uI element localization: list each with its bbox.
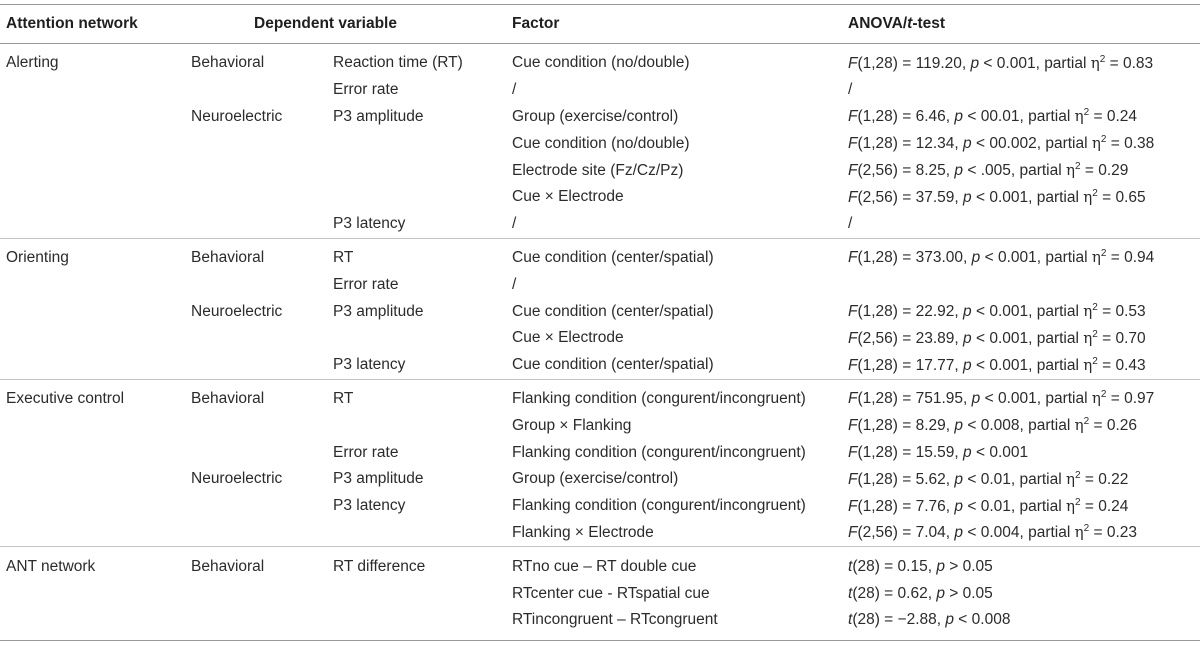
stat-symbol: F [848, 54, 858, 72]
table-row [0, 493, 1200, 520]
stat-symbol: F [848, 443, 858, 461]
cell-factor: RTincongruent – RTcongruent [512, 607, 848, 640]
stat-p-symbol: p [954, 108, 964, 126]
stat-p-value: < 0.01, partial [963, 497, 1066, 515]
stat-symbol: t [848, 557, 853, 575]
stat-df: (1,28) = 12.34, [857, 135, 964, 153]
header-row [0, 5, 1200, 44]
stat-df: (2,56) = 37.59, [857, 188, 964, 206]
stat-eta-sup: 2 [1092, 302, 1098, 314]
cell-measure [333, 412, 512, 439]
cell-statistic [848, 298, 1200, 325]
table-row [0, 130, 1200, 157]
cell-variable-type [191, 325, 333, 352]
stat-df: (1,28) = 6.46, [857, 108, 955, 126]
cell-attention-network [0, 157, 191, 184]
stat-symbol: F [848, 356, 858, 374]
cell-statistic [848, 157, 1200, 184]
stat-p-symbol: p [954, 470, 964, 488]
cell-variable-type [191, 580, 333, 607]
cell-attention-network [0, 184, 191, 211]
stat-symbol: F [848, 524, 858, 542]
stat-effect-size: = 0.97 [1106, 390, 1155, 408]
table-row [0, 211, 1200, 238]
cell-measure [333, 580, 512, 607]
cell-attention-network [0, 439, 191, 466]
stat-p-value: > 0.05 [944, 584, 993, 602]
cell-statistic [848, 325, 1200, 352]
table-row [0, 520, 1200, 547]
cell-variable-type: Neuroelectric [191, 302, 283, 320]
stat-eta-sup: 2 [1092, 355, 1098, 367]
table-row [0, 271, 1200, 298]
table-row [0, 580, 1200, 607]
stat-p-symbol: p [963, 356, 972, 374]
cell-measure: RT [333, 238, 512, 271]
stat-p-symbol: p [936, 584, 945, 602]
cell-factor: Cue condition (center/spatial) [512, 238, 848, 271]
cell-variable-type [191, 130, 333, 157]
stat-df: (2,56) = 7.04, [857, 524, 955, 542]
cell-variable-type [191, 352, 333, 379]
stat-p-value: < 0.004, partial [963, 524, 1075, 542]
cell-variable-type: Behavioral [191, 379, 333, 412]
stat-effect-size: = 0.53 [1097, 303, 1146, 321]
cell-measure [333, 157, 512, 184]
stat-symbol: F [848, 108, 858, 126]
stat-df: (28) = 0.62, [852, 584, 937, 602]
cell-measure [333, 184, 512, 211]
cell-statistic [848, 439, 1200, 466]
table-row [0, 298, 1200, 325]
cell-statistic [848, 493, 1200, 520]
cell-statistic [848, 352, 1200, 379]
cell-measure [333, 520, 512, 547]
cell-factor: Electrode site (Fz/Cz/Pz) [512, 161, 684, 179]
cell-attention-network: Orienting [0, 238, 191, 271]
stat-p-value: < 0.001, partial [980, 390, 1092, 408]
stat-p-value: > 0.05 [944, 557, 993, 575]
stat-eta-sup: 2 [1083, 416, 1090, 428]
stat-eta: η [1066, 496, 1075, 515]
cell-measure [333, 130, 512, 157]
cell-statistic [848, 211, 1200, 238]
stat-p-symbol: p [971, 249, 981, 267]
cell-statistic [848, 77, 1200, 104]
cell-statistic [848, 379, 1200, 412]
cell-measure: RT [333, 379, 512, 412]
stat-df: (1,28) = 119.20, [857, 54, 971, 72]
header-anova-suffix: -test [912, 15, 946, 32]
table-row [0, 157, 1200, 184]
stat-effect-size: = 0.26 [1089, 417, 1138, 435]
table-row [0, 238, 1200, 271]
cell-variable-type [191, 157, 333, 184]
cell-statistic [848, 44, 1200, 77]
stat-eta: η [1066, 469, 1075, 488]
stat-df: (1,28) = 22.92, [857, 303, 964, 321]
cell-attention-network: Alerting [6, 54, 59, 72]
cell-measure: Error rate [333, 443, 399, 461]
stat-p-value: < 00.01, partial [963, 108, 1075, 126]
stat-symbol: F [848, 390, 858, 408]
stat-effect-size: = 0.24 [1080, 497, 1129, 515]
stat-eta: η [1074, 523, 1084, 542]
stat-p-symbol: p [963, 329, 972, 347]
cell-attention-network [0, 412, 191, 439]
cell-factor: Cue condition (no/double) [512, 134, 690, 152]
anova-results-table [0, 4, 1200, 641]
cell-attention-network [0, 352, 191, 379]
stat-p-symbol: p [963, 443, 972, 461]
cell-variable-type: Neuroelectric [191, 470, 283, 488]
stat-p-symbol: p [945, 611, 954, 629]
stat-symbol: F [848, 497, 858, 515]
stat-eta: η [1091, 248, 1101, 267]
cell-factor: RTno cue – RT double cue [512, 547, 848, 580]
stat-symbol: F [848, 188, 858, 206]
stat-effect-size: = 0.65 [1097, 188, 1146, 206]
cell-variable-type [191, 520, 333, 547]
stat-p-value: < 0.008 [954, 611, 1011, 629]
cell-variable-type [191, 493, 333, 520]
cell-variable-type: Neuroelectric [191, 107, 283, 125]
cell-attention-network: ANT network [0, 547, 191, 580]
stat-df: (1,28) = 373.00, [857, 249, 972, 267]
cell-statistic [848, 547, 1200, 580]
header-dependent-variable: Dependent variable [191, 5, 512, 44]
stat-symbol: t [848, 584, 853, 602]
stat-df: (1,28) = 15.59, [857, 443, 964, 461]
stat-eta: η [1083, 355, 1093, 374]
stat-eta-sup: 2 [1092, 187, 1098, 199]
stat-text: / [848, 215, 853, 233]
stat-p-symbol: p [970, 54, 980, 72]
stat-p-symbol: p [954, 497, 964, 515]
cell-attention-network [0, 466, 191, 493]
stat-df: (2,56) = 23.89, [857, 329, 964, 347]
cell-variable-type [191, 271, 333, 298]
stat-p-symbol: p [954, 417, 964, 435]
cell-attention-network [0, 325, 191, 352]
cell-variable-type: Behavioral [191, 547, 333, 580]
cell-measure [333, 325, 512, 352]
stat-symbol: F [848, 329, 858, 347]
stat-p-symbol: p [963, 188, 972, 206]
cell-statistic [848, 271, 1200, 298]
cell-statistic [848, 580, 1200, 607]
cell-variable-type [191, 211, 333, 238]
cell-variable-type [191, 607, 333, 640]
cell-factor: RTcenter cue - RTspatial cue [512, 584, 710, 602]
cell-attention-network [0, 130, 191, 157]
stat-p-value: < .005, partial [963, 162, 1066, 180]
cell-statistic [848, 466, 1200, 493]
table-row [0, 104, 1200, 131]
cell-variable-type [191, 184, 333, 211]
stat-eta: η [1091, 389, 1101, 408]
stat-eta: η [1090, 53, 1100, 72]
stat-symbol: F [848, 303, 858, 321]
stat-df: (1,28) = 5.62, [857, 470, 955, 488]
cell-measure: P3 amplitude [333, 107, 424, 125]
stat-eta-sup: 2 [1083, 523, 1090, 535]
header-anova-t: t [907, 15, 913, 32]
stat-symbol: F [848, 470, 858, 488]
cell-variable-type [191, 412, 333, 439]
stat-effect-size: = 0.83 [1105, 54, 1154, 72]
table-row [0, 607, 1200, 640]
cell-attention-network [0, 271, 191, 298]
cell-factor: / [512, 215, 517, 233]
stat-df: (1,28) = 8.29, [857, 417, 955, 435]
cell-measure: P3 amplitude [333, 470, 424, 488]
cell-factor: Cue condition (center/spatial) [512, 302, 714, 320]
cell-factor: Cue condition (center/spatial) [512, 356, 714, 374]
stat-eta: η [1083, 187, 1093, 206]
stat-p-symbol: p [963, 135, 972, 153]
stat-p-symbol: p [971, 390, 981, 408]
stat-p-value: < 0.001, partial [971, 356, 1084, 374]
stat-df: (1,28) = 17.77, [857, 356, 964, 374]
stat-p-value: < 0.001, partial [979, 54, 1091, 72]
stat-eta: η [1066, 161, 1075, 180]
table-row [0, 44, 1200, 77]
stat-effect-size: = 0.23 [1089, 524, 1138, 542]
cell-factor: / [512, 81, 517, 99]
cell-statistic [848, 238, 1200, 271]
stat-effect-size: = 0.22 [1080, 470, 1129, 488]
table-row [0, 412, 1200, 439]
stat-p-symbol: p [954, 524, 964, 542]
cell-attention-network [0, 77, 191, 104]
cell-measure: Reaction time (RT) [333, 54, 463, 72]
stat-text: / [848, 81, 853, 99]
cell-attention-network [0, 520, 191, 547]
cell-variable-type [191, 439, 333, 466]
header-anova-ttest [848, 5, 1200, 44]
stat-eta: η [1083, 328, 1093, 347]
cell-factor: Flanking condition (congurent/incongruent) [512, 379, 848, 412]
cell-factor: Cue × Electrode [512, 188, 624, 206]
stat-p-value: < 0.008, partial [963, 417, 1075, 435]
stat-effect-size: = 0.70 [1097, 329, 1146, 347]
stat-effect-size: = 0.43 [1097, 356, 1146, 374]
stat-effect-size: = 0.38 [1106, 135, 1155, 153]
cell-factor: Cue × Electrode [512, 329, 624, 347]
table-row [0, 379, 1200, 412]
stat-df: (28) = −2.88, [852, 611, 946, 629]
stat-p-value: < 00.002, partial [971, 135, 1092, 153]
table-row [0, 184, 1200, 211]
cell-attention-network [0, 298, 191, 325]
cell-factor: Flanking condition (congurent/incongruent) [512, 497, 806, 515]
cell-statistic [848, 104, 1200, 131]
stat-effect-size: = 0.29 [1080, 162, 1129, 180]
stat-eta-sup: 2 [1075, 496, 1081, 508]
cell-factor: Flanking condition (congurent/incongruent) [512, 443, 806, 461]
stat-p-value: < 0.001 [971, 443, 1029, 461]
cell-measure: RT difference [333, 547, 512, 580]
stat-eta-sup: 2 [1100, 134, 1107, 146]
cell-measure: P3 latency [333, 356, 406, 374]
cell-statistic [848, 520, 1200, 547]
cell-factor: Flanking × Electrode [512, 523, 654, 541]
header-attention-network: Attention network [0, 5, 191, 44]
stat-eta-sup: 2 [1099, 53, 1106, 65]
cell-factor: Group (exercise/control) [512, 470, 679, 488]
table-header [0, 5, 1200, 44]
header-factor: Factor [512, 5, 848, 44]
stat-p-value: < 0.001, partial [980, 249, 1092, 267]
table-row [0, 439, 1200, 466]
table-row [0, 352, 1200, 379]
cell-statistic [848, 130, 1200, 157]
stat-p-value: < 0.01, partial [963, 470, 1066, 488]
stat-df: (28) = 0.15, [852, 557, 937, 575]
stat-p-value: < 0.001, partial [971, 188, 1084, 206]
cell-attention-network [0, 104, 191, 131]
stat-symbol: F [848, 135, 858, 153]
stat-eta-sup: 2 [1100, 248, 1107, 260]
stat-eta-sup: 2 [1100, 389, 1107, 401]
cell-measure: P3 latency [333, 215, 406, 233]
cell-attention-network: Executive control [0, 379, 191, 412]
cell-measure: Error rate [333, 275, 399, 293]
stat-df: (2,56) = 8.25, [857, 162, 955, 180]
cell-factor: Group × Flanking [512, 416, 632, 434]
stat-eta: η [1091, 134, 1101, 153]
cell-factor: Group (exercise/control) [512, 107, 679, 125]
stat-df: (1,28) = 751.95, [857, 390, 972, 408]
stat-eta: η [1083, 302, 1093, 321]
stat-effect-size: = 0.24 [1089, 108, 1138, 126]
cell-measure: Error rate [333, 81, 399, 99]
table-row [0, 77, 1200, 104]
cell-attention-network [0, 607, 191, 640]
stat-eta-sup: 2 [1092, 328, 1098, 340]
cell-variable-type [191, 77, 333, 104]
stat-eta: η [1074, 107, 1084, 126]
cell-measure [333, 607, 512, 640]
cell-variable-type: Behavioral [191, 54, 265, 72]
cell-attention-network [0, 493, 191, 520]
stat-p-symbol: p [954, 162, 964, 180]
table-row [0, 547, 1200, 580]
stat-p-symbol: p [963, 303, 972, 321]
cell-variable-type: Behavioral [191, 238, 333, 271]
stat-eta-sup: 2 [1075, 469, 1081, 481]
table-row [0, 466, 1200, 493]
stat-eta: η [1074, 416, 1084, 435]
stat-symbol: F [848, 162, 858, 180]
stat-symbol: F [848, 417, 858, 435]
table-body [0, 44, 1200, 641]
cell-measure: P3 amplitude [333, 302, 424, 320]
cell-factor: Cue condition (no/double) [512, 54, 690, 72]
stat-df: (1,28) = 7.76, [857, 497, 955, 515]
cell-attention-network [0, 580, 191, 607]
cell-measure: P3 latency [333, 497, 406, 515]
header-anova-prefix: ANOVA/ [848, 15, 908, 32]
cell-statistic [848, 607, 1200, 640]
stat-eta-sup: 2 [1075, 161, 1081, 173]
stat-effect-size: = 0.94 [1106, 249, 1155, 267]
stat-p-value: < 0.001, partial [971, 329, 1084, 347]
cell-statistic [848, 184, 1200, 211]
stat-p-symbol: p [936, 557, 945, 575]
cell-attention-network [0, 211, 191, 238]
stat-symbol: F [848, 249, 858, 267]
cell-factor: / [512, 275, 517, 293]
stat-symbol: t [848, 611, 853, 629]
table-row [0, 325, 1200, 352]
cell-statistic [848, 412, 1200, 439]
stat-eta-sup: 2 [1083, 107, 1090, 119]
stat-p-value: < 0.001, partial [971, 303, 1084, 321]
